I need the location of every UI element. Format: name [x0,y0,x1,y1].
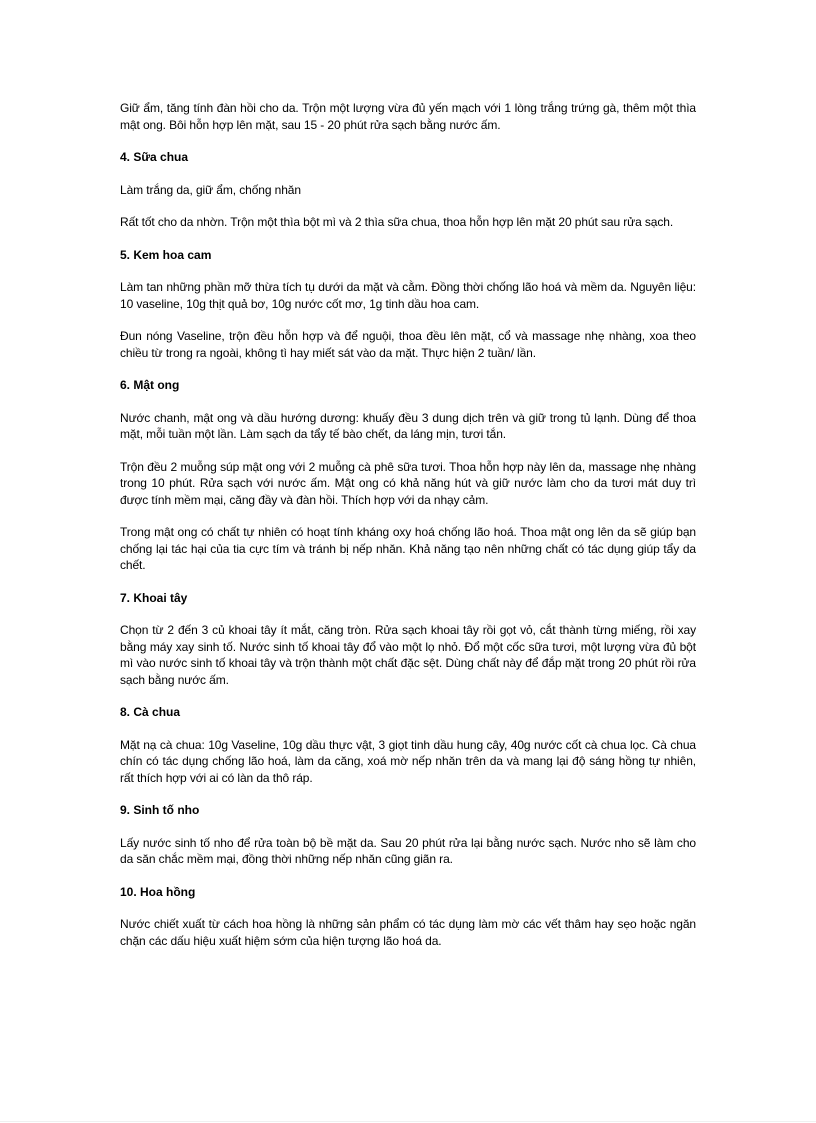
section-heading-orange-blossom-cream: 5. Kem hoa cam [120,247,212,262]
section-heading-rose: 10. Hoa hồng [120,884,196,899]
section-heading-tomato: 8. Cà chua [120,705,181,719]
section-heading-honey: 6. Mật ong [120,378,180,392]
grape-recipe: Lấy nước sinh tố nho để rửa toàn bộ bề mặt da. Sau 20 phút rửa lại bằng nước sạch. Nước nho sẽ làm cho da săn chắc mềm mại, đồng thời những nếp nhăn cũng giãn ra. [120,835,696,866]
intro-paragraph: Giữ ẩm, tăng tính đàn hồi cho da. Trộn một lượng vừa đủ yến mạch với 1 lòng trắng trứng gà, thêm một thìa mật ong. Bôi hỗn hợp lên mặt, sau 15 - 20 phút rửa sạch bằng nước ấm. [120,101,696,132]
section-heading-yogurt: 4. Sữa chua [120,150,189,164]
rose-benefit: Nước chiết xuất từ cách hoa hồng là những sản phẩm có tác dụng làm mờ các vết thâm hay sẹo hoặc ngăn chặn các dấu hiệu xuất hiệm sớm của hiện tượng lão hoá da. [120,917,696,948]
orange-cream-method: Đun nóng Vaseline, trộn đều hỗn hợp và để nguội, thoa đều lên mặt, cổ và massage nhẹ nhàng, xoa theo chiều từ trong ra ngoài, không tì hay miết sát vào da mặt. Thực hiện 2 tuần/ lần. [120,329,696,360]
document-body [120,100,696,965]
tomato-recipe: Mặt nạ cà chua: 10g Vaseline, 10g dầu thực vật, 3 giọt tinh dầu hung cây, 40g nước cốt cà chua lọc. Cà chua chín có tác dụng chống lão hoá, làm da căng, xoá mờ nếp nhăn trên da và mang lại độ sáng hồng tự nhiên, rất thích hợp với ai có làn da thô ráp. [120,737,696,785]
section-heading-grape-smoothie: 9. Sinh tố nho [120,803,200,817]
honey-recipe-2: Trộn đều 2 muỗng súp mật ong với 2 muỗng cà phê sữa tươi. Thoa hỗn hợp này lên da, massage nhẹ nhàng trong 10 phút. Rửa sạch với nước ấm. Mật ong có khả năng hút và giữ nước làm cho da tươi mát duy trì được tính mềm mại, căng đầy và đàn hồi. Thích hợp với da nhạy cảm. [120,459,696,507]
section-heading-potato: 7. Khoai tây [120,590,188,605]
yogurt-benefit: Làm trắng da, giữ ẩm, chống nhăn [120,182,301,197]
honey-recipe-1: Nước chanh, mật ong và dầu hướng dương: khuấy đều 3 dung dịch trên và giữ trong tủ lạnh. Dùng để thoa mặt, mỗi tuần một lần. Làm sạch da tẩy tế bào chết, da láng mịn, tươi tắn. [120,410,696,441]
potato-recipe: Chọn từ 2 đến 3 củ khoai tây ít mắt, căng tròn. Rửa sạch khoai tây rồi gọt vỏ, cắt thành từng miếng, rồi xay bằng máy xay sinh tố. Nước sinh tố khoai tây đổ vào một lọ nhỏ. Đổ một cốc sữa tươi, một lượng vừa đủ bột mì vào nước sinh tố khoai tây và trộn thành một chất đặc sệt. Dùng chất này để đắp mặt trong 20 phút rồi rửa sạch bằng nước ấm. [120,623,696,687]
page-bottom-divider [0,1121,816,1122]
yogurt-recipe: Rất tốt cho da nhờn. Trộn một thìa bột mì và 2 thìa sữa chua, thoa hỗn hợp lên mặt 20 phút sau rửa sạch. [120,215,674,229]
orange-cream-benefit: Làm tan những phần mỡ thừa tích tụ dưới da mặt và cằm. Đồng thời chống lão hoá và mềm da. Nguyên liệu: 10 vaseline, 10g thịt quả bơ, 10g nước cốt mơ, 1g tinh dầu hoa cam. [120,280,696,311]
honey-benefit: Trong mật ong có chất tự nhiên có hoạt tính kháng oxy hoá chống lão hoá. Thoa mật ong lên da sẽ giúp bạn chống lại tác hại của tia cực tím và tránh bị nếp nhăn. Khả năng tạo nên những chất có tác dụng giúp tẩy da chết. [120,525,696,572]
